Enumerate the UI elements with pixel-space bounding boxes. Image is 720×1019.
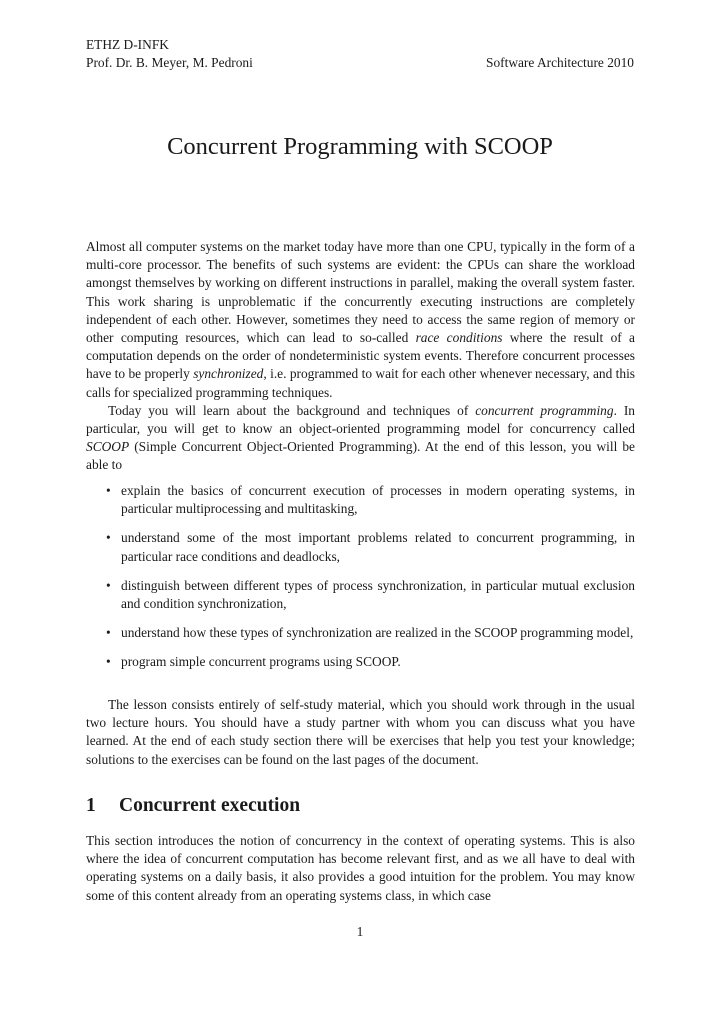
intro-text [86,238,635,475]
header-institution: ETHZ D-INFK [86,37,169,52]
term-concurrent-programming: concurrent programming [475,402,614,418]
objectives-list-wrapper [86,482,635,683]
intro-p2-text-e: (Simple Concurrent Object-Oriented Programming). At the end of this lesson, you will be able to [86,439,635,473]
section-number: 1 [86,795,96,816]
list-item: • understand some of the most important problems related to concurrent programming, in particular race conditions and deadlocks, [106,530,635,564]
bullet-icon: • [106,530,111,546]
header-course: Software Architecture 2010 [486,55,634,70]
intro-paragraph-1 [86,238,635,402]
intro-paragraph-2 [86,402,635,475]
page-number: 1 [356,924,364,939]
lesson-info [86,696,635,769]
section-title: Concurrent execution [119,795,301,816]
document-title: Concurrent Programming with SCOOP [167,133,553,160]
intro-p2-text-c: . In particular, you will get to know an object-oriented programming model for concurrency called [86,402,635,437]
bullet-icon: • [106,483,111,498]
list-item: • understand how these types of synchronization are realized in the SCOOP programming model, [86,624,635,642]
intro-paragraph-3: The lesson consists entirely of self-study material, which you should work through in the usual two lecture hours. You should have a study partner with whom you can discuss what you have learned. At the end of each study section there will be exercises that help you test your knowledge; solutions to the exercises can be found on the last pages of the document. [86,697,635,767]
bullet-icon: • [106,654,111,670]
list-item: • program simple concurrent programs using SCOOP. [86,653,635,671]
bullet-icon: • [106,577,111,593]
list-item: • distinguish between different types of process synchronization, in particular mutual exclusion and condition synchronization, [106,577,635,612]
section-heading [86,795,300,817]
intro-p1-text-e: , i.e. programmed to wait for each other whenever necessary, and this calls for specialized programming techniques. [86,366,635,400]
term-scoop: SCOOP [86,439,130,455]
list-item: • explain the basics of concurrent execution of processes in modern operating systems, in particular multiprocessing and multitasking, [106,483,635,517]
bullet-icon: • [106,625,111,641]
term-race-conditions: race conditions [415,330,503,346]
term-synchronized: synchronized [193,366,264,382]
objectives-list [86,482,635,672]
header-authors: Prof. Dr. B. Meyer, M. Pedroni [86,55,253,70]
section-1-paragraph-1: This section introduces the notion of concurrency in the context of operating systems. This is also where the idea of concurrent computation has become relevant first, and as we all have to deal with operating systems on a daily basis, it also provides a good intuition for the problem. You may know some of this content already from an operating systems class, in which case [86,833,635,903]
intro-p1-text-a: Almost all computer systems on the market today have more than one CPU, typically in the form of a multi-core processor. The benefits of such systems are evident: the CPUs can share the workload amongst themselves by working on different instructions in parallel, making the overall system faster. This work sharing is unproblematic if the concurrently executing instructions are completely independent of each other. However, sometimes they need to access the same region of memory or other computing resources, which can lead to so-called [86,239,635,346]
section-1-text [86,832,635,905]
intro-p2-text-a: Today you will learn about the background and techniques of [108,402,476,418]
intro-p1-text-c: where the result of a computation depends on the order of nondeterministic system events. Therefore concurrent processes have to be properly [86,330,635,382]
